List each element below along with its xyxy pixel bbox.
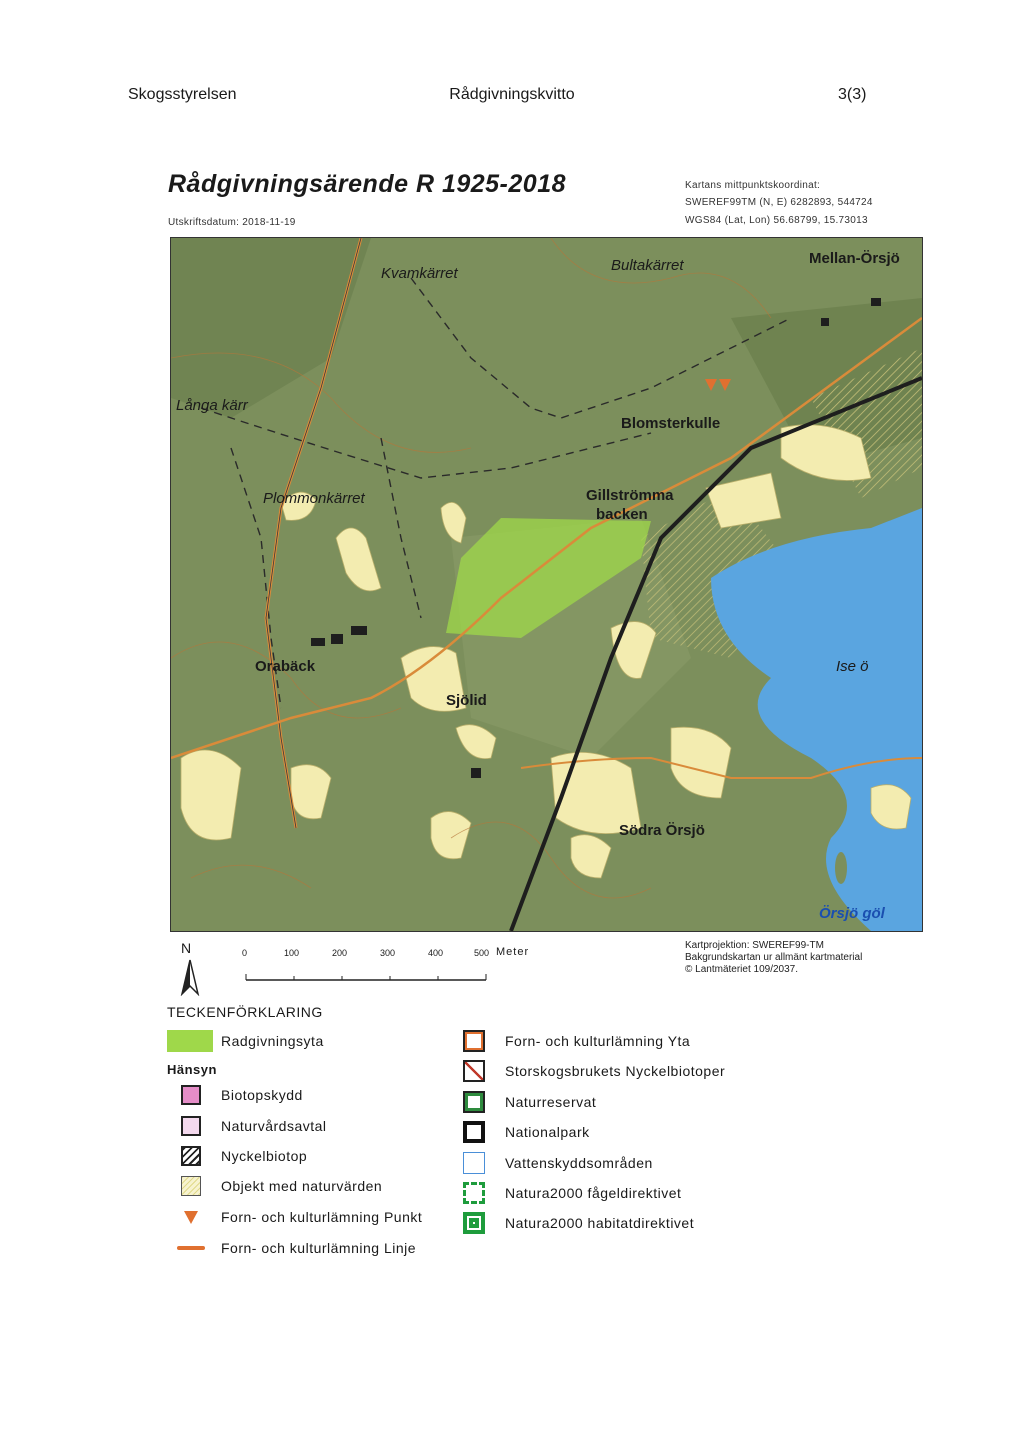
orange-outline-square-icon <box>463 1030 485 1052</box>
place-label: Södra Örsjö <box>619 822 705 839</box>
building <box>311 638 325 646</box>
center-coordinate-label: Kartans mittpunktskoordinat: <box>685 180 821 191</box>
legend-item-nyckelbiotop: Nyckelbiotop <box>181 1146 307 1166</box>
scale-unit: Meter <box>496 946 530 958</box>
green-fill-icon <box>167 1030 213 1052</box>
print-date: Utskriftsdatum: 2018-11-19 <box>168 217 296 228</box>
projection-line: Kartprojektion: SWEREF99-TM <box>685 940 824 951</box>
legend-item-vattenskydd: Vattenskyddsområden <box>463 1152 653 1174</box>
legend-item-nationalpark: Nationalpark <box>463 1121 590 1143</box>
hatched-square-icon <box>181 1146 201 1166</box>
scale-tick-label: 0 <box>242 948 248 958</box>
header-document-type: Rådgivningskvitto <box>449 86 575 103</box>
legend-item-naturvardsavtal: Naturvårdsavtal <box>181 1116 327 1136</box>
building <box>331 634 343 644</box>
legend-item-biotopskydd: Biotopskydd <box>181 1085 303 1105</box>
legend-item-cultural-area: Forn- och kulturlämning Yta <box>463 1030 690 1052</box>
projection-info <box>685 940 862 976</box>
projection-line: Bakgrundskartan ur allmänt kartmaterial <box>685 952 863 963</box>
north-label: N <box>181 940 192 956</box>
case-title: Rådgivningsärende R 1925-2018 <box>168 170 566 198</box>
building <box>821 318 829 326</box>
north-arrow-icon <box>178 940 202 996</box>
building <box>471 768 481 778</box>
place-label: Sjölid <box>446 692 487 709</box>
scale-tick-label: 300 <box>380 948 396 958</box>
place-label: Kvamkärret <box>381 265 458 282</box>
header-organization: Skogsstyrelsen <box>128 86 237 103</box>
legend-item-nature-object: Objekt med naturvärden <box>181 1176 382 1196</box>
place-label: Orabäck <box>255 658 316 675</box>
green-dashed-square-icon <box>463 1182 485 1204</box>
legend-item-natura2000-bird: Natura2000 fågeldirektivet <box>463 1182 681 1204</box>
nature-object <box>181 750 241 840</box>
island <box>835 852 847 884</box>
legend-item-advisory-area: Radgivningsyta <box>167 1030 324 1052</box>
pink-square-icon <box>181 1085 201 1105</box>
light-pink-square-icon <box>181 1116 201 1136</box>
place-label: Ise ö <box>836 658 869 675</box>
map-canvas <box>171 238 922 931</box>
place-label: Långa kärr <box>176 397 248 414</box>
place-label: Mellan-Örsjö <box>809 250 900 267</box>
coordinate-sweref: SWEREF99TM (N, E) 6282893, 544724 <box>685 197 873 208</box>
black-outline-square-icon <box>463 1121 485 1143</box>
projection-line: © Lantmäteriet 109/2037. <box>685 964 798 975</box>
legend-item-cultural-line: Forn- och kulturlämning Linje <box>177 1238 416 1258</box>
red-hatched-square-icon <box>463 1060 485 1082</box>
legend-item-cultural-point: Forn- och kulturlämning Punkt <box>181 1207 422 1227</box>
place-label: Blomsterkulle <box>621 415 721 432</box>
green-outline-square-icon <box>463 1091 485 1113</box>
place-label: Örsjö göl <box>819 905 885 922</box>
yellow-hatched-square-icon <box>181 1176 201 1196</box>
orange-line-icon <box>177 1238 205 1258</box>
building <box>871 298 881 306</box>
map-view[interactable] <box>170 237 923 932</box>
legend-item-storskog-nyckelbiotoper: Storskogsbrukets Nyckelbiotoper <box>463 1060 725 1082</box>
place-label: Plommonkärret <box>263 490 365 507</box>
scale-tick-label: 100 <box>284 948 300 958</box>
blue-outline-square-icon <box>463 1152 485 1174</box>
legend-item-naturreservat: Naturreservat <box>463 1091 596 1113</box>
place-label: Gillströmma <box>586 487 674 504</box>
building <box>351 626 367 635</box>
scale-tick-label: 500 <box>474 948 490 958</box>
orange-triangle-icon <box>181 1207 201 1227</box>
coordinate-wgs84: WGS84 (Lat, Lon) 56.68799, 15.73013 <box>685 215 868 226</box>
legend-item-natura2000-habitat: Natura2000 habitatdirektivet <box>463 1212 694 1234</box>
legend-title: TECKENFÖRKLARING <box>167 1004 323 1020</box>
place-label: Bultakärret <box>611 257 684 274</box>
scale-tick-label: 400 <box>428 948 444 958</box>
place-label: backen <box>596 506 648 523</box>
scale-tick-label: 200 <box>332 948 348 958</box>
header-page-number: 3(3) <box>838 86 867 103</box>
green-solid-square-icon <box>463 1212 485 1234</box>
legend-subheading: Hänsyn <box>167 1062 217 1077</box>
